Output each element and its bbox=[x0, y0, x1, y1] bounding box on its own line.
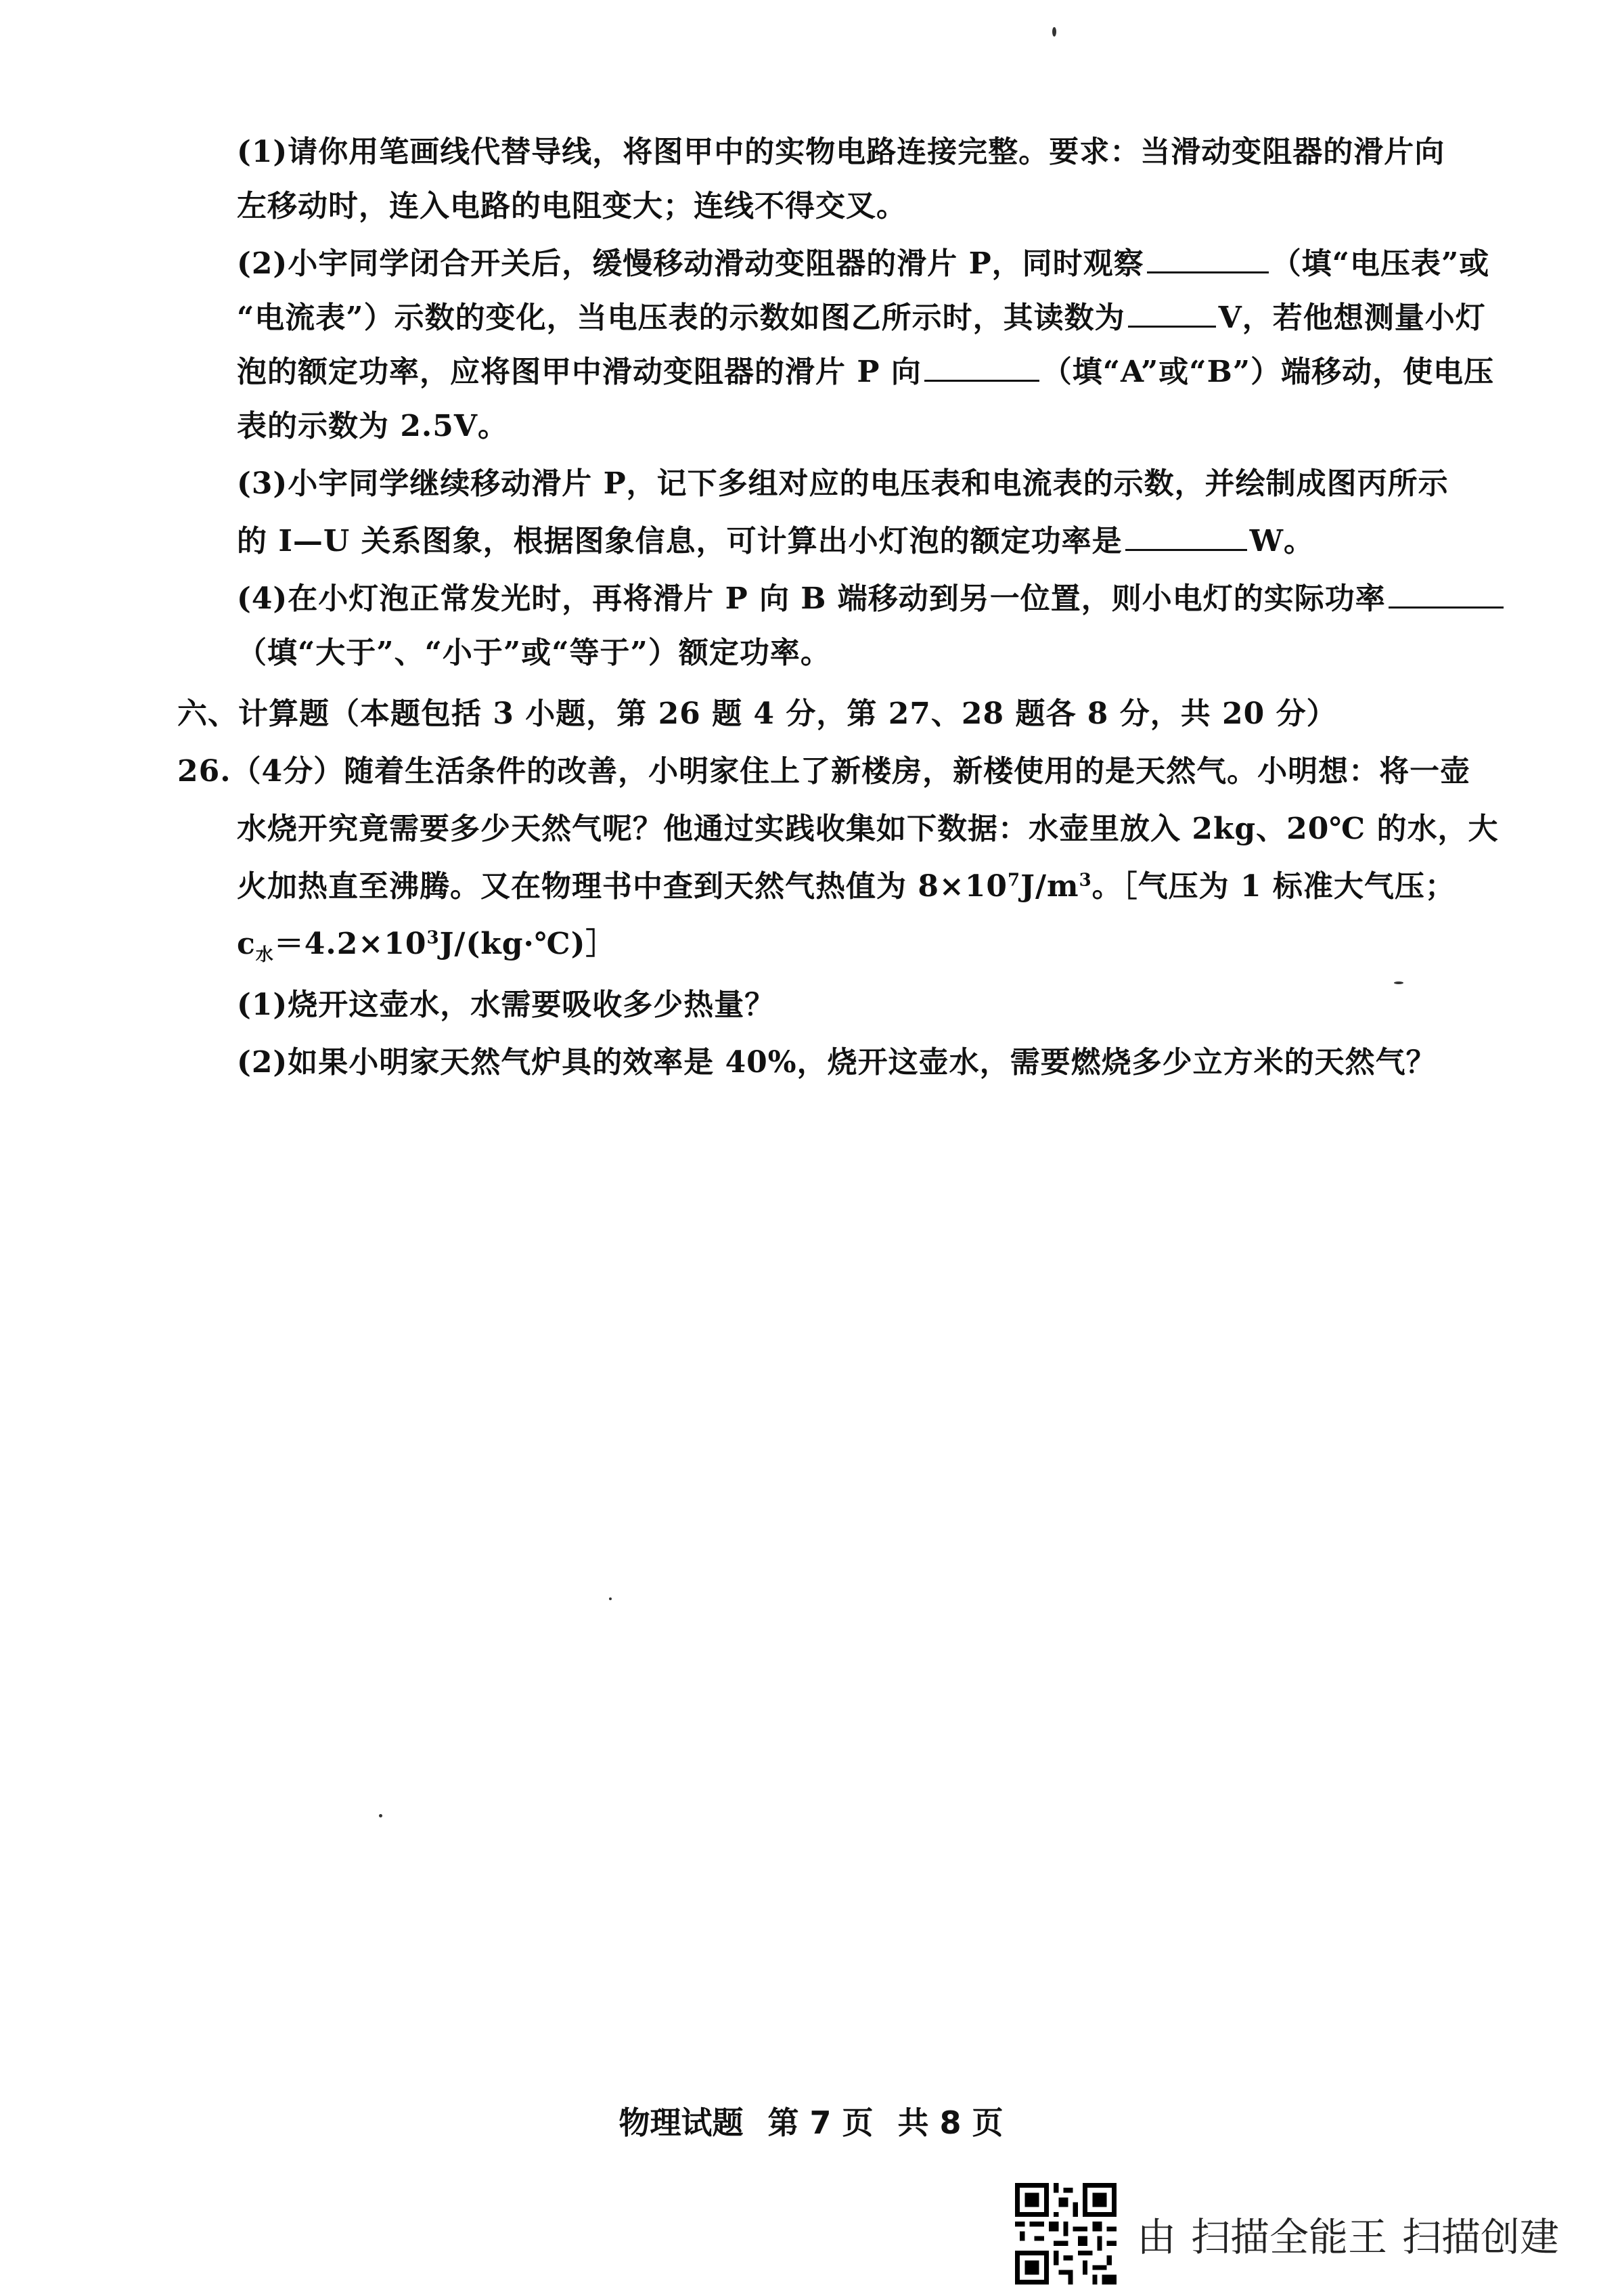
scanner-watermark bbox=[1015, 2183, 1574, 2284]
qr-code-icon bbox=[1015, 2183, 1117, 2284]
q26-line3: 火加热直至沸腾。又在物理书中查到天然气热值为 $8\times 10^7J/m^3$。［气压为 1 标准大气压； bbox=[237, 869, 1456, 904]
q25-part1-line1: (1)请你用笔画线代替导线，将图甲中的实物电路连接完整。要求：当滑动变阻器的滑片向 bbox=[237, 135, 1445, 169]
watermark-text: 由 扫描全能王 扫描创建 bbox=[1137, 2214, 1560, 2260]
answer-blank bbox=[1389, 579, 1504, 609]
q25-part2-line3: 泡的额定功率，应将图甲中滑动变阻器的滑片 P 向 （填“A”或“B”）端移动，使电压 bbox=[237, 352, 1494, 393]
page-footer bbox=[0, 2098, 1622, 2143]
q26-line1: 26.（4分）随着生活条件的改善，小明家住上了新楼房，新楼使用的是天然气。小明想：将一壶 bbox=[177, 754, 1471, 789]
footer-total: 共 8 页 bbox=[897, 2104, 1004, 2141]
q26-line2: 水烧开究竟需要多少天然气呢？他通过实践收集如下数据：水壶里放入 2kg、20℃ 的水，大 bbox=[237, 812, 1499, 846]
q25-part2-line1: (2)小宇同学闭合开关后，缓慢移动滑动变阻器的滑片 P，同时观察 （填“电压表”或 bbox=[237, 244, 1489, 284]
answer-blank bbox=[1147, 244, 1269, 273]
q25-part2-line2: “电流表”）示数的变化，当电压表的示数如图乙所示时，其读数为 V，若他想测量小灯 bbox=[237, 298, 1486, 338]
answer-blank bbox=[1125, 522, 1247, 551]
q26-sub1: (1)烧开这壶水，水需要吸收多少热量？ bbox=[237, 988, 775, 1022]
footer-subject: 物理试题 bbox=[618, 2104, 744, 2141]
q25-part4-line2: （填“大于”、“小于”或“等于”）额定功率。 bbox=[237, 636, 831, 670]
scan-speck bbox=[379, 1814, 382, 1817]
footer-page: 第 7 页 bbox=[767, 2104, 874, 2141]
q25-part1-line2: 左移动时，连入电路的电阻变大；连线不得交叉。 bbox=[237, 189, 907, 223]
scan-speck bbox=[1052, 27, 1056, 37]
scan-speck bbox=[1394, 981, 1403, 984]
answer-blank bbox=[1128, 299, 1216, 328]
answer-blank bbox=[924, 353, 1039, 382]
q26-sub2: (2)如果小明家天然气炉具的效率是 40%，烧开这壶水，需要燃烧多少立方米的天然气？ bbox=[237, 1045, 1437, 1080]
q25-part2-line4: 表的示数为 2.5V。 bbox=[237, 409, 509, 443]
q25-part3-line1: (3)小宇同学继续移动滑片 P，记下多组对应的电压表和电流表的示数，并绘制成图丙所示 bbox=[237, 466, 1449, 501]
scan-speck bbox=[609, 1597, 612, 1600]
q25-part4-line1: (4)在小灯泡正常发光时，再将滑片 P 向 B 端移动到另一位置，则小电灯的实际功率 bbox=[237, 579, 1506, 619]
q25-part3-line2: 的 I—U 关系图象，根据图象信息，可计算出小灯泡的额定功率是 W。 bbox=[237, 521, 1314, 562]
section-heading: 六、计算题（本题包括 3 小题，第 26 题 4 分，第 27、28 题各 8 分，共 20 分） bbox=[177, 697, 1337, 731]
q26-line4: $c_水=4.2\times 10^3J/(kg\cdot℃)]$ bbox=[237, 927, 616, 965]
